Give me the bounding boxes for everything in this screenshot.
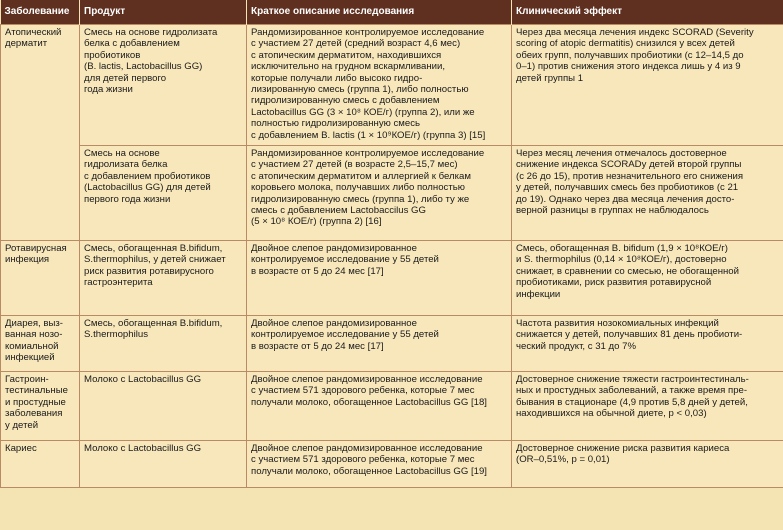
disease-cell: Кариес xyxy=(1,441,80,488)
disease-cell: Атопический дерматит xyxy=(1,25,80,241)
disease-cell: Диарея, выз- ванная нозо- комиальной инфекцией xyxy=(1,316,80,372)
header-study: Краткое описание исследования xyxy=(247,0,512,25)
disease-cell: Гастроин- тестинальные и простудные заболевания у детей xyxy=(1,372,80,441)
study-cell: Двойное слепое рандомизированное исследование с участием 571 здорового ребенка, которые 7 мес получали молоко, обогащенное Lactobacillus GG [18] xyxy=(247,372,512,441)
effect-cell: Достоверное снижение тяжести гастроинтестиналь- ных и простудных заболеваний, а также время пре- бывания в стационаре (4,9 против 5,8 дней у детей, находившихся на обычной диете, p < 0,03) xyxy=(512,372,783,441)
study-cell: Рандомизированное контролируемое исследование с участием 27 детей (в возрасте 2,5–15,7 мес) с атопическим дерматитом и аллергией к белкам коровьего молока, получавших либо полностью гидролизированную смесь (группа 1), либо ту же смесь с добавлением Lactobaccilus GG (5 × 10⁸ КОЕ/г) (группа 2) [16] xyxy=(247,146,512,241)
study-cell: Двойное слепое рандомизированное исследование с участием 571 здорового ребенка, которые 7 мес получали молоко, обогащенное Lactobacillus GG [19] xyxy=(247,441,512,488)
header-disease: Заболевание xyxy=(1,0,80,25)
table-row xyxy=(1,441,783,488)
product-cell: Молоко с Lactobacillus GG xyxy=(80,441,247,488)
effect-cell: Смесь, обогащенная B. bifidum (1,9 × 10⁸КОЕ/г) и S. thermophilus (0,14 × 10⁸КОЕ/г), достоверно снижает, в сравнении со смесью, не обогащенной пробиотиками, риск развития ротавирусной инфекции xyxy=(512,241,783,316)
product-cell: Смесь на основе гидролизата белка с добавлением пробиотиков (B. lactis, Lactobacillus GG) для детей первого года жизни xyxy=(80,25,247,146)
table-row xyxy=(1,241,783,316)
table-row xyxy=(1,146,783,241)
effect-cell: Достоверное снижение риска развития кариеса (OR–0,51%, p = 0,01) xyxy=(512,441,783,488)
effect-cell: Через месяц лечения отмечалось достоверное снижение индекса SCORADу детей второй группы (с 26 до 15), против незначительного его снижения у детей, получавших смесь без пробиотиков (с 21 до 19). Однако через два месяца лечения досто- верной разницы в группах не наблюдалось xyxy=(512,146,783,241)
product-cell: Смесь, обогащенная B.bifidum, S.thermophilus, у детей снижает риск развития ротавирусного гастроэнтерита xyxy=(80,241,247,316)
disease-cell: Ротавирусная инфекция xyxy=(1,241,80,316)
table-row xyxy=(1,25,783,146)
effect-cell: Через два месяца лечения индекс SCORAD (Severity scoring of atopic dermatitis) снизился у всех детей обеих групп, получавших пробиотики (с 12–14,5 до 0–1) против снижения этого индекса лишь у 4 из 9 детей группы 1 xyxy=(512,25,783,146)
product-cell: Смесь, обогащенная B.bifidum, S.thermophilus xyxy=(80,316,247,372)
product-cell: Молоко с Lactobacillus GG xyxy=(80,372,247,441)
effect-cell: Частота развития нозокомиальных инфекций снижается у детей, получавших 81 день пробиоти- ческий продукт, с 31 до 7% xyxy=(512,316,783,372)
table-row xyxy=(1,316,783,372)
study-cell: Двойное слепое рандомизированное контролируемое исследование у 55 детей в возрасте от 5 до 24 мес [17] xyxy=(247,316,512,372)
study-cell: Рандомизированное контролируемое исследование с участием 27 детей (средний возраст 4,6 мес) с атопическим дерматитом, находившихся исключительно на грудном вскармливании, которые получали либо высоко гидро- лизированную смесь (группа 1), либо полностью гидролизированную смесь с добавлением Lactobacillus GG (3 × 10⁸ КОЕ/г) (группа 2), или же полностью гидролизированную смесь с добавлением B. lactis (1 × 10⁹КОЕ/г) (группа 3) [15] xyxy=(247,25,512,146)
product-cell: Смесь на основе гидролизата белка с добавлением пробиотиков (Lactobacillus GG) для детей первого года жизни xyxy=(80,146,247,241)
study-cell: Двойное слепое рандомизированное контролируемое исследование у 55 детей в возрасте от 5 до 24 мес [17] xyxy=(247,241,512,316)
header-effect: Клинический эффект xyxy=(512,0,783,25)
table-row xyxy=(1,372,783,441)
header-row xyxy=(1,0,783,25)
header-product: Продукт xyxy=(80,0,247,25)
